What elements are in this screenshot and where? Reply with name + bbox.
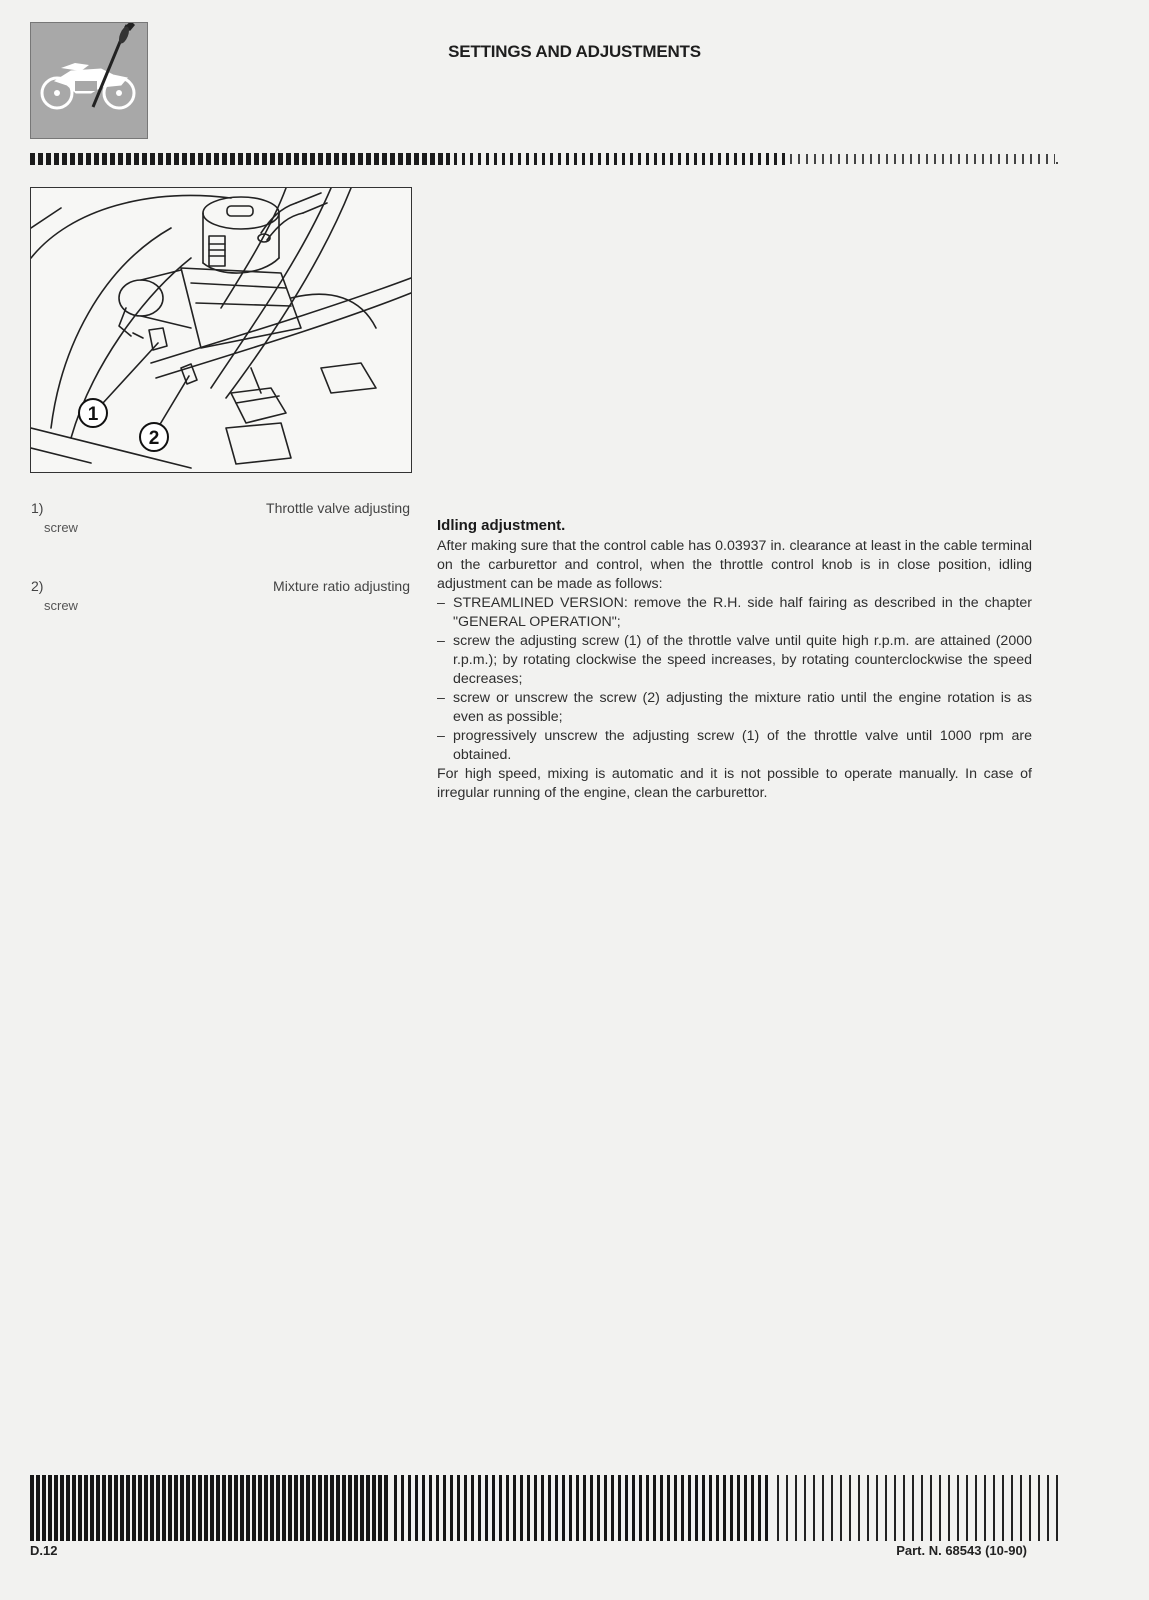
steps-list bbox=[437, 594, 1032, 765]
legend-number: 2) bbox=[31, 578, 44, 594]
page-code: D.12 bbox=[30, 1543, 58, 1558]
legend-number: 1) bbox=[31, 500, 44, 516]
top-divider bbox=[30, 153, 1060, 165]
legend-label-continued: screw bbox=[44, 520, 78, 535]
step-item: – progressively unscrew the adjusting screw (1) of the throttle valve until 1000 rpm are obtained. bbox=[437, 728, 1032, 763]
callout-2 bbox=[140, 423, 168, 451]
carburettor-figure bbox=[30, 187, 412, 473]
step-item: – screw or unscrew the screw (2) adjusting the mixture ratio until the engine rotation is as even as possible; bbox=[437, 690, 1032, 725]
svg-text:2: 2 bbox=[148, 428, 160, 449]
page-title: SETTINGS AND ADJUSTMENTS bbox=[448, 42, 701, 61]
svg-text:1: 1 bbox=[87, 404, 99, 425]
legend-label: Throttle valve adjusting bbox=[266, 500, 410, 516]
section-heading: Idling adjustment. bbox=[437, 517, 566, 534]
legend-label: Mixture ratio adjusting bbox=[273, 578, 410, 594]
step-item: – STREAMLINED VERSION: remove the R.H. side half fairing as described in the chapter "GENERAL OPERATION"; bbox=[437, 595, 1032, 630]
intro-paragraph: After making sure that the control cable has 0.03937 in. clearance at least in the cable terminal on the carburettor and control, when the throttle control knob is in close position, idling adjustment can be made as follows: bbox=[437, 538, 1032, 592]
closing-paragraph: For high speed, mixing is automatic and it is not possible to operate manually. In case of irregular running of the engine, clean the carburettor. bbox=[437, 766, 1032, 801]
motorcycle-screwdriver-icon bbox=[30, 22, 148, 139]
callout-1 bbox=[79, 399, 107, 427]
instructions bbox=[437, 516, 1032, 803]
legend-label-continued: screw bbox=[44, 598, 78, 613]
bottom-divider bbox=[30, 1475, 1060, 1541]
part-number: Part. N. 68543 (10-90) bbox=[896, 1543, 1027, 1558]
step-item: – screw the adjusting screw (1) of the throttle valve until quite high r.p.m. are attained (2000 r.p.m.); by rotating clockwise the speed increases, by rotating counterclockwise the speed decreases; bbox=[437, 633, 1032, 687]
